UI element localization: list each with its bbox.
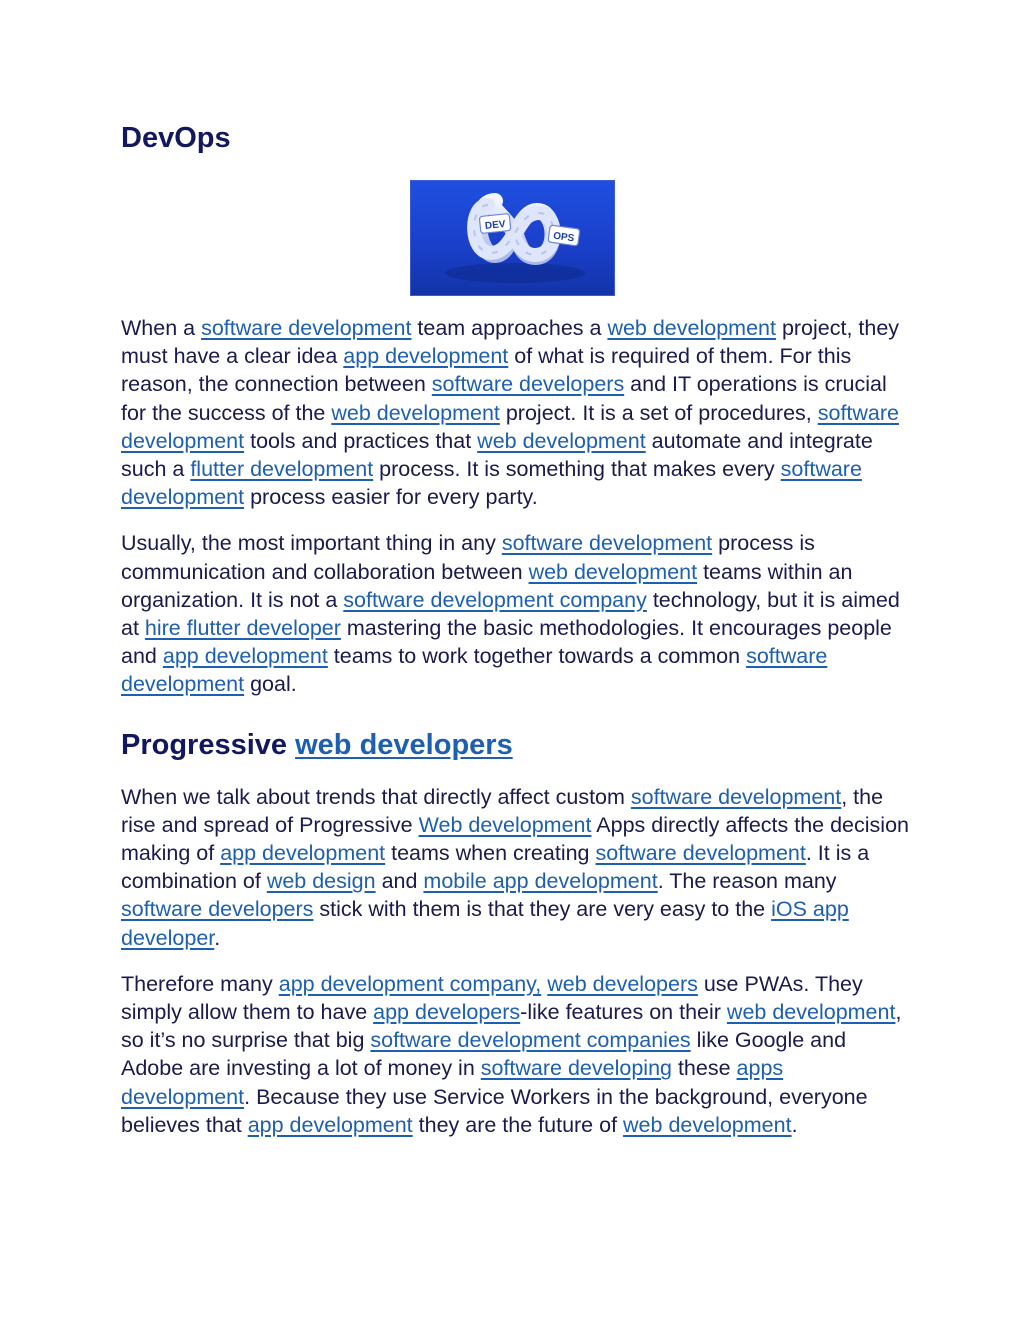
document-page [121, 118, 911, 1139]
paragraph-text: teams within an organization. It is not a [121, 559, 853, 612]
inline-link[interactable]: iOS app developer [121, 897, 849, 950]
paragraph-text: . Because they use Service Workers in the background, everyone believes that [121, 1084, 868, 1137]
paragraph-text: When a [121, 316, 202, 340]
paragraph-text: teams to work together towards a common [327, 644, 747, 669]
paragraph-text: team approaches a [411, 316, 608, 340]
paragraph-text: . [791, 1112, 798, 1137]
paragraph-text: , so it’s no surprise that big [121, 1000, 902, 1053]
paragraph-text: Therefore many [121, 971, 279, 996]
paragraph-text: Apps directly affects the decision making of [121, 812, 909, 866]
inline-link[interactable]: software development [121, 400, 900, 453]
paragraph-text: and IT operations is crucial for the success of the [121, 372, 887, 425]
inline-link[interactable]: app development [343, 344, 509, 369]
inline-link[interactable]: software development companies [370, 1028, 691, 1053]
paragraph-text: Usually, the most important thing in any [121, 531, 502, 556]
paragraph-text: process easier for every party. [244, 485, 538, 510]
inline-link[interactable]: web development [477, 428, 646, 453]
section-paragraphs [121, 783, 911, 1139]
inline-link[interactable]: software development [501, 531, 713, 556]
inline-link[interactable]: app developers [373, 1000, 521, 1025]
paragraph-text: these [671, 1056, 737, 1081]
paragraph-text: project. It is a set of procedures, [499, 400, 818, 425]
inline-link[interactable]: web development [528, 559, 698, 584]
inline-link[interactable]: web development [726, 1000, 896, 1025]
devops-image [410, 180, 615, 296]
paragraph-text: When we talk about trends that directly affect custom [121, 784, 631, 809]
figure-container [0, 180, 1024, 300]
inline-link[interactable]: Web development [418, 812, 592, 837]
inline-link[interactable]: web development [623, 1112, 792, 1137]
devops-infinity-icon [411, 181, 614, 295]
paragraph-text: use PWAs. They simply allow them to have [121, 971, 863, 1025]
inline-link[interactable]: hire flutter developer [144, 616, 341, 641]
inline-link[interactable]: app development [162, 644, 328, 669]
body-paragraph [121, 529, 911, 698]
paragraph-text: process is communication and collaboration between [121, 531, 815, 584]
inline-link[interactable]: web design [266, 869, 376, 894]
section-heading-link[interactable]: web developers [295, 728, 513, 761]
inline-link[interactable]: web development [607, 316, 776, 340]
body-paragraph [121, 314, 911, 511]
paragraph-text: automate and integrate such a [121, 428, 873, 482]
paragraph-text: process. It is something that makes every [373, 457, 781, 482]
inline-link[interactable]: mobile app development [423, 869, 658, 894]
inline-link[interactable]: app development company, [278, 971, 542, 996]
inline-link[interactable]: web development [331, 400, 500, 425]
inline-link[interactable]: software development [121, 457, 862, 510]
paragraph-text: they are the future of [412, 1112, 624, 1137]
inline-link[interactable]: software development [595, 841, 806, 866]
paragraph-text: . [214, 925, 221, 950]
paragraph-text: -like features on their [520, 1000, 727, 1025]
body-paragraph [121, 783, 911, 952]
dev-label: DEV [483, 218, 506, 233]
inline-link[interactable]: web developers [547, 971, 698, 996]
inline-link[interactable]: software developers [121, 897, 314, 922]
paragraph-text: and [375, 869, 424, 894]
paragraph-text: stick with them is that they are very easy to the [313, 897, 772, 922]
paragraph-text: mastering the basic methodologies. It encourages people and [121, 616, 892, 669]
paragraph-text: . It is a combination of [121, 841, 870, 894]
paragraph-text: , the rise and spread of Progressive [121, 784, 884, 837]
inline-link[interactable]: app development [247, 1112, 413, 1137]
paragraph-text: goal. [244, 672, 297, 697]
section-heading [121, 725, 911, 765]
ops-label: OPS [551, 230, 575, 245]
paragraph-text: . The reason many [657, 869, 837, 894]
inline-link[interactable]: software development company [343, 587, 647, 612]
inline-link[interactable]: software development [630, 784, 842, 809]
paragraph-text: project, they must have a clear idea [121, 316, 900, 369]
intro-paragraphs [121, 314, 911, 699]
body-paragraph [121, 970, 911, 1139]
paragraph-text: tools and practices that [244, 428, 478, 453]
page-title: DevOps [121, 122, 231, 154]
inline-link[interactable]: software developing [480, 1056, 672, 1081]
paragraph-text: of what is required of them. For this reason, the connection between [121, 344, 852, 397]
inline-link[interactable]: app development [220, 841, 386, 866]
inline-link[interactable]: software development [121, 644, 828, 697]
paragraph-text: technology, but it is aimed at [121, 587, 900, 641]
section-heading-text: Progressive [121, 728, 296, 761]
inline-link[interactable]: software development [201, 316, 412, 340]
paragraph-text: teams when creating [385, 841, 596, 866]
inline-link[interactable]: apps development [121, 1056, 784, 1109]
inline-link[interactable]: flutter development [190, 457, 374, 482]
paragraph-text: like Google and Adobe are investing a lot of money in [121, 1028, 847, 1081]
inline-link[interactable]: software developers [431, 372, 625, 397]
